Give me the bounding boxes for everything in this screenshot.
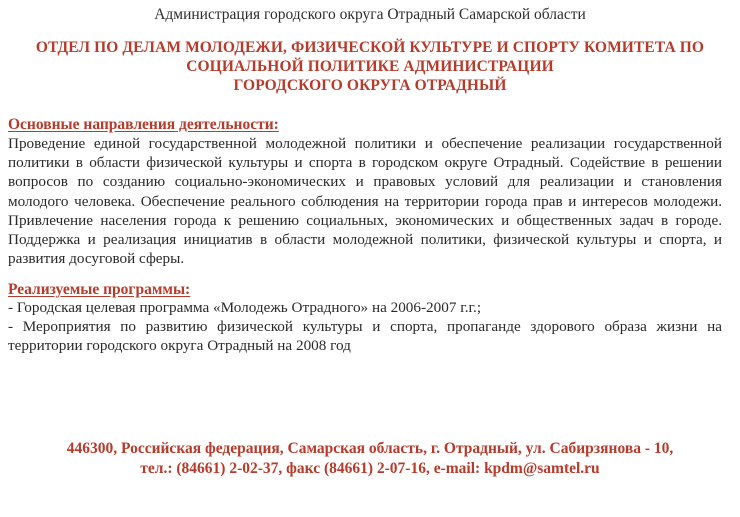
footer-contacts: тел.: (84661) 2-02-37, факс (84661) 2-07-16, e-mail: kpdm@samtel.ru xyxy=(140,460,600,477)
department-title-line: ОТДЕЛ ПО ДЕЛАМ МОЛОДЕЖИ, ФИЗИЧЕСКОЙ КУЛЬТУРЕ И СПОРТУ КОМИТЕТА ПО xyxy=(35,39,705,56)
organization-header: Администрация городского округа Отрадный Самарской области xyxy=(154,6,586,23)
directions-heading: Основные направления деятельности: xyxy=(8,116,279,133)
directions-text: Проведение единой государственной молодежной политики и обеспечение реализации государственной политики в области физической культуры и спорта в городском округе Отрадный. Содействие в решении вопросов по созданию социально-экономических и правовых условий для реализации и становления молодого человека. Обеспечение реального соблюдения на территории города прав и интересов молодежи. Привлечение населения города к решению социальных, экономических и общественных задач в городе. Поддержка и реализация инициатив в области молодежной политики, физической культуры и спорта, и развития досуговой сферы. xyxy=(8,135,722,268)
department-title-line: СОЦИАЛЬНОЙ ПОЛИТИКЕ АДМИНИСТРАЦИИ xyxy=(186,58,554,75)
programs-list xyxy=(8,298,722,356)
programs-heading: Реализуемые программы: xyxy=(8,281,191,298)
program-item: - Городская целевая программа «Молодежь Отрадного» на 2006-2007 г.г.; xyxy=(8,299,482,316)
footer-address: 446300, Российская федерация, Самарская область, г. Отрадный, ул. Сабирзянова - 10, xyxy=(66,440,674,457)
program-item: - Мероприятия по развитию физической культуры и спорта, пропаганде здорового образа жизни на территории городского округа Отрадный на 2008 год xyxy=(8,318,722,355)
department-title-line: ГОРОДСКОГО ОКРУГА ОТРАДНЫЙ xyxy=(233,77,507,94)
contact-footer xyxy=(0,439,740,479)
department-title xyxy=(10,38,730,95)
